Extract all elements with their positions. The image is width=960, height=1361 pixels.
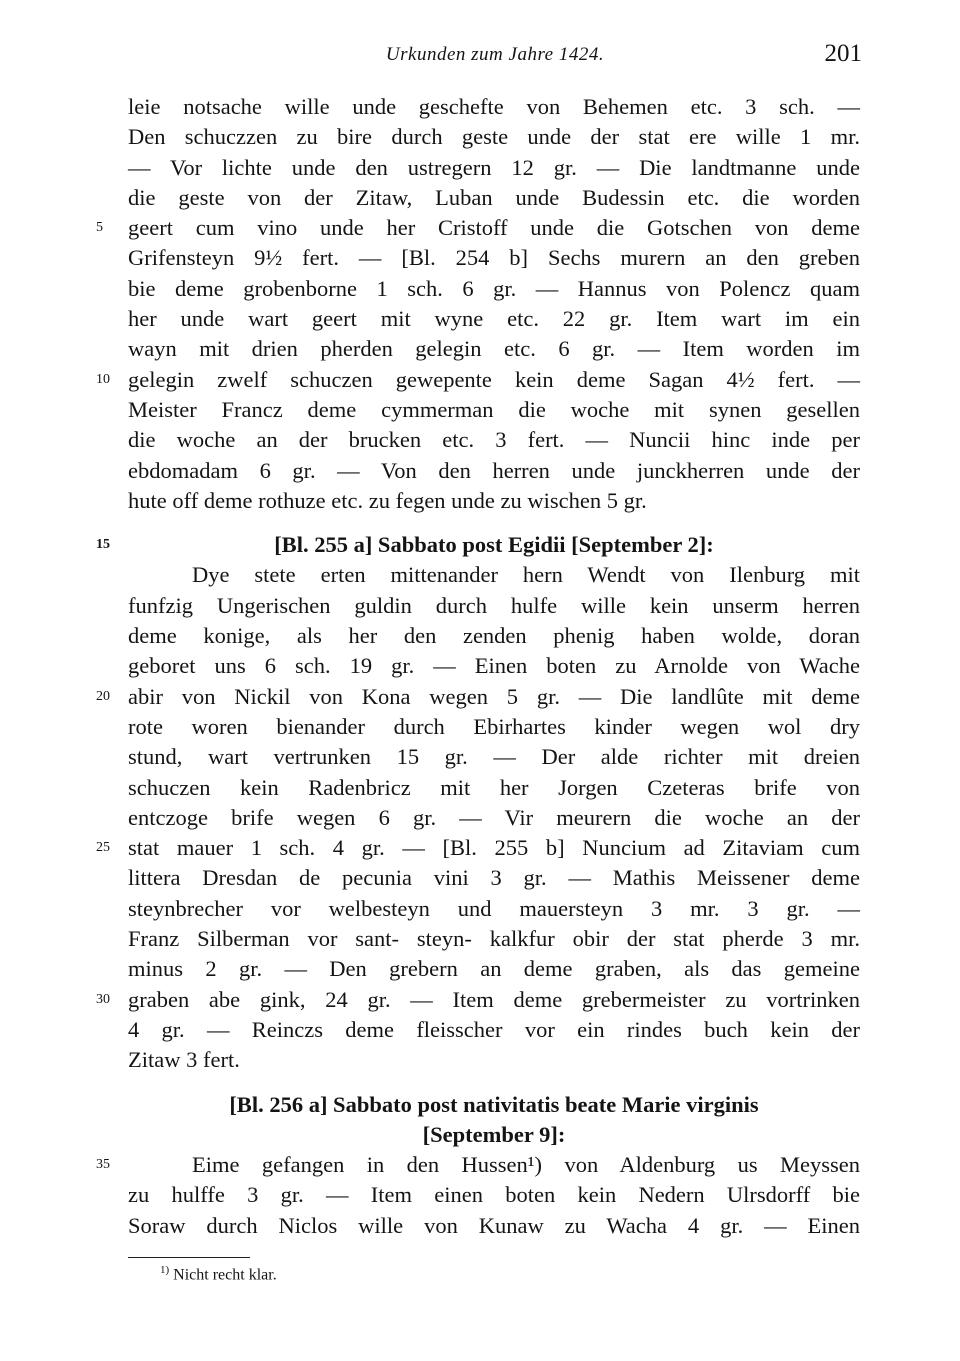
text-line [128,651,860,681]
line-text: littera Dresdan de pecunia vini 3 gr. — Mathis Meissener deme [128,865,860,891]
text-line [128,954,860,984]
text-line [128,591,860,621]
section-gap [128,516,860,530]
line-text: schuczen kein Radenbricz mit her Jorgen Czeteras brife von [128,774,860,800]
line-text: Zitaw 3 fert. [128,1047,240,1073]
text-line [96,213,860,243]
text-line [128,1045,860,1075]
line-text: [Bl. 255 a] Sabbato post Egidii [September 2]: [274,532,714,558]
line-text: abir von Nickil von Kona wegen 5 gr. — Die landlûte mit deme [128,683,860,709]
footnote-text: Nicht recht klar. [173,1266,277,1284]
text-line [128,153,860,183]
text-line [128,863,860,893]
line-text: [September 9]: [422,1121,566,1147]
line-text: entczoge brife wegen 6 gr. — Vir meurern die woche an der [128,804,860,830]
line-text: die woche an der brucken etc. 3 fert. — Nuncii hinc inde per [128,427,860,453]
line-text: hute off deme rothuze etc. zu fegen unde zu wischen 5 gr. [128,487,647,513]
line-text: Den schuczzen zu bire durch geste unde der stat ere wille 1 mr. [128,124,860,150]
text-line [96,985,860,1015]
text-line [128,773,860,803]
text-line [128,274,860,304]
line-text: funfzig Ungerischen guldin durch hulfe wille kein unserm herren [128,592,860,618]
text-line [128,560,860,590]
text-line [128,456,860,486]
page-header [128,40,862,76]
line-number: 20 [96,688,110,704]
line-text: Eime gefangen in den Hussen¹) von Aldenburg us Meyssen [192,1152,860,1178]
text-line [128,924,860,954]
line-text: Soraw durch Niclos wille von Kunaw zu Wacha 4 gr. — Einen [128,1212,860,1238]
line-text: Grifensteyn 9½ fert. — [Bl. 254 b] Sechs murern an den greben [128,245,860,271]
footnote-mark: 1) [160,1264,170,1276]
text-line [128,243,860,273]
line-text: 4 gr. — Reinczs deme fleisscher vor ein rindes buch kein der [128,1016,860,1042]
line-text: geert cum vino unde her Cristoff unde die Gotschen von deme [128,215,860,241]
line-text: steynbrecher vor welbesteyn und mauersteyn 3 mr. 3 gr. — [128,895,860,921]
section-gap [128,1076,860,1090]
line-text: rote woren bienander durch Ebirhartes kinder wegen wol dry [128,713,860,739]
text-line [128,1211,860,1241]
line-text: geboret uns 6 sch. 19 gr. — Einen boten zu Arnolde von Wache [128,653,860,679]
page-number: 201 [824,40,862,67]
text-line [128,742,860,772]
text-line [96,682,860,712]
line-text: bie deme grobenborne 1 sch. 6 gr. — Hannus von Polencz quam [128,275,860,301]
line-text: leie notsache wille unde geschefte von Behemen etc. 3 sch. — [128,94,860,119]
text-line [96,1150,860,1180]
running-head: Urkunden zum Jahre 1424. [385,44,605,65]
line-number: 10 [96,371,110,387]
line-text: stund, wart vertrunken 15 gr. — Der alde richter mit dreien [128,744,860,770]
footnote-divider [128,1257,250,1258]
line-text: deme konige, als her den zenden phenig haben wolde, doran [128,623,860,649]
text-line [128,304,860,334]
text-line [128,183,860,213]
text-line [128,395,860,425]
text-line [128,1180,860,1210]
text-line [128,712,860,742]
line-text: — Vor lichte unde den ustregern 12 gr. — Die landtmanne unde [128,154,860,180]
line-text: wayn mit drien pherden gelegin etc. 6 gr. — Item worden im [128,336,860,362]
text-line [96,365,860,395]
line-text: graben abe gink, 24 gr. — Item deme grebermeister zu vortrinken [128,986,860,1012]
line-text: stat mauer 1 sch. 4 gr. — [Bl. 255 b] Nuncium ad Zitaviam cum [128,835,860,861]
line-text: Franz Silberman vor sant- steyn- kalkfur obir der stat pherde 3 mr. [128,926,860,952]
text-line [128,1015,860,1045]
footnote [160,1264,277,1284]
line-text: ebdomadam 6 gr. — Von den herren unde junckherren unde der [128,457,860,483]
line-text: her unde wart geert mit wyne etc. 22 gr. Item wart im ein [128,306,860,332]
line-text: gelegin zwelf schuczen gewepente kein deme Sagan 4½ fert. — [128,366,860,392]
line-text: minus 2 gr. — Den grebern an deme graben, als das gemeine [128,956,860,982]
text-line [96,833,860,863]
body-text [96,92,860,1241]
line-text: Meister Francz deme cymmerman die woche mit synen gesellen [128,396,860,422]
text-line [128,92,860,122]
line-text: die geste von der Zitaw, Luban unde Budessin etc. die worden [128,184,860,210]
text-line [128,894,860,924]
line-text: [Bl. 256 a] Sabbato post nativitatis beate Marie virginis [229,1091,759,1117]
section-heading-line [128,1090,860,1120]
line-number: 35 [96,1157,110,1173]
line-number: 5 [96,220,103,236]
line-number: 15 [96,537,110,553]
line-text: zu hulffe 3 gr. — Item einen boten kein Nedern Ulrsdorff bie [128,1182,860,1208]
text-line [128,621,860,651]
line-number: 25 [96,840,110,856]
text-line [128,334,860,364]
section-heading-line [128,1120,860,1150]
line-number: 30 [96,991,110,1007]
text-line [128,803,860,833]
section-heading-line [96,530,860,560]
line-text: Dye stete erten mittenander hern Wendt von Ilenburg mit [192,562,860,588]
text-line [128,122,860,152]
text-line [128,425,860,455]
text-line [128,486,860,516]
